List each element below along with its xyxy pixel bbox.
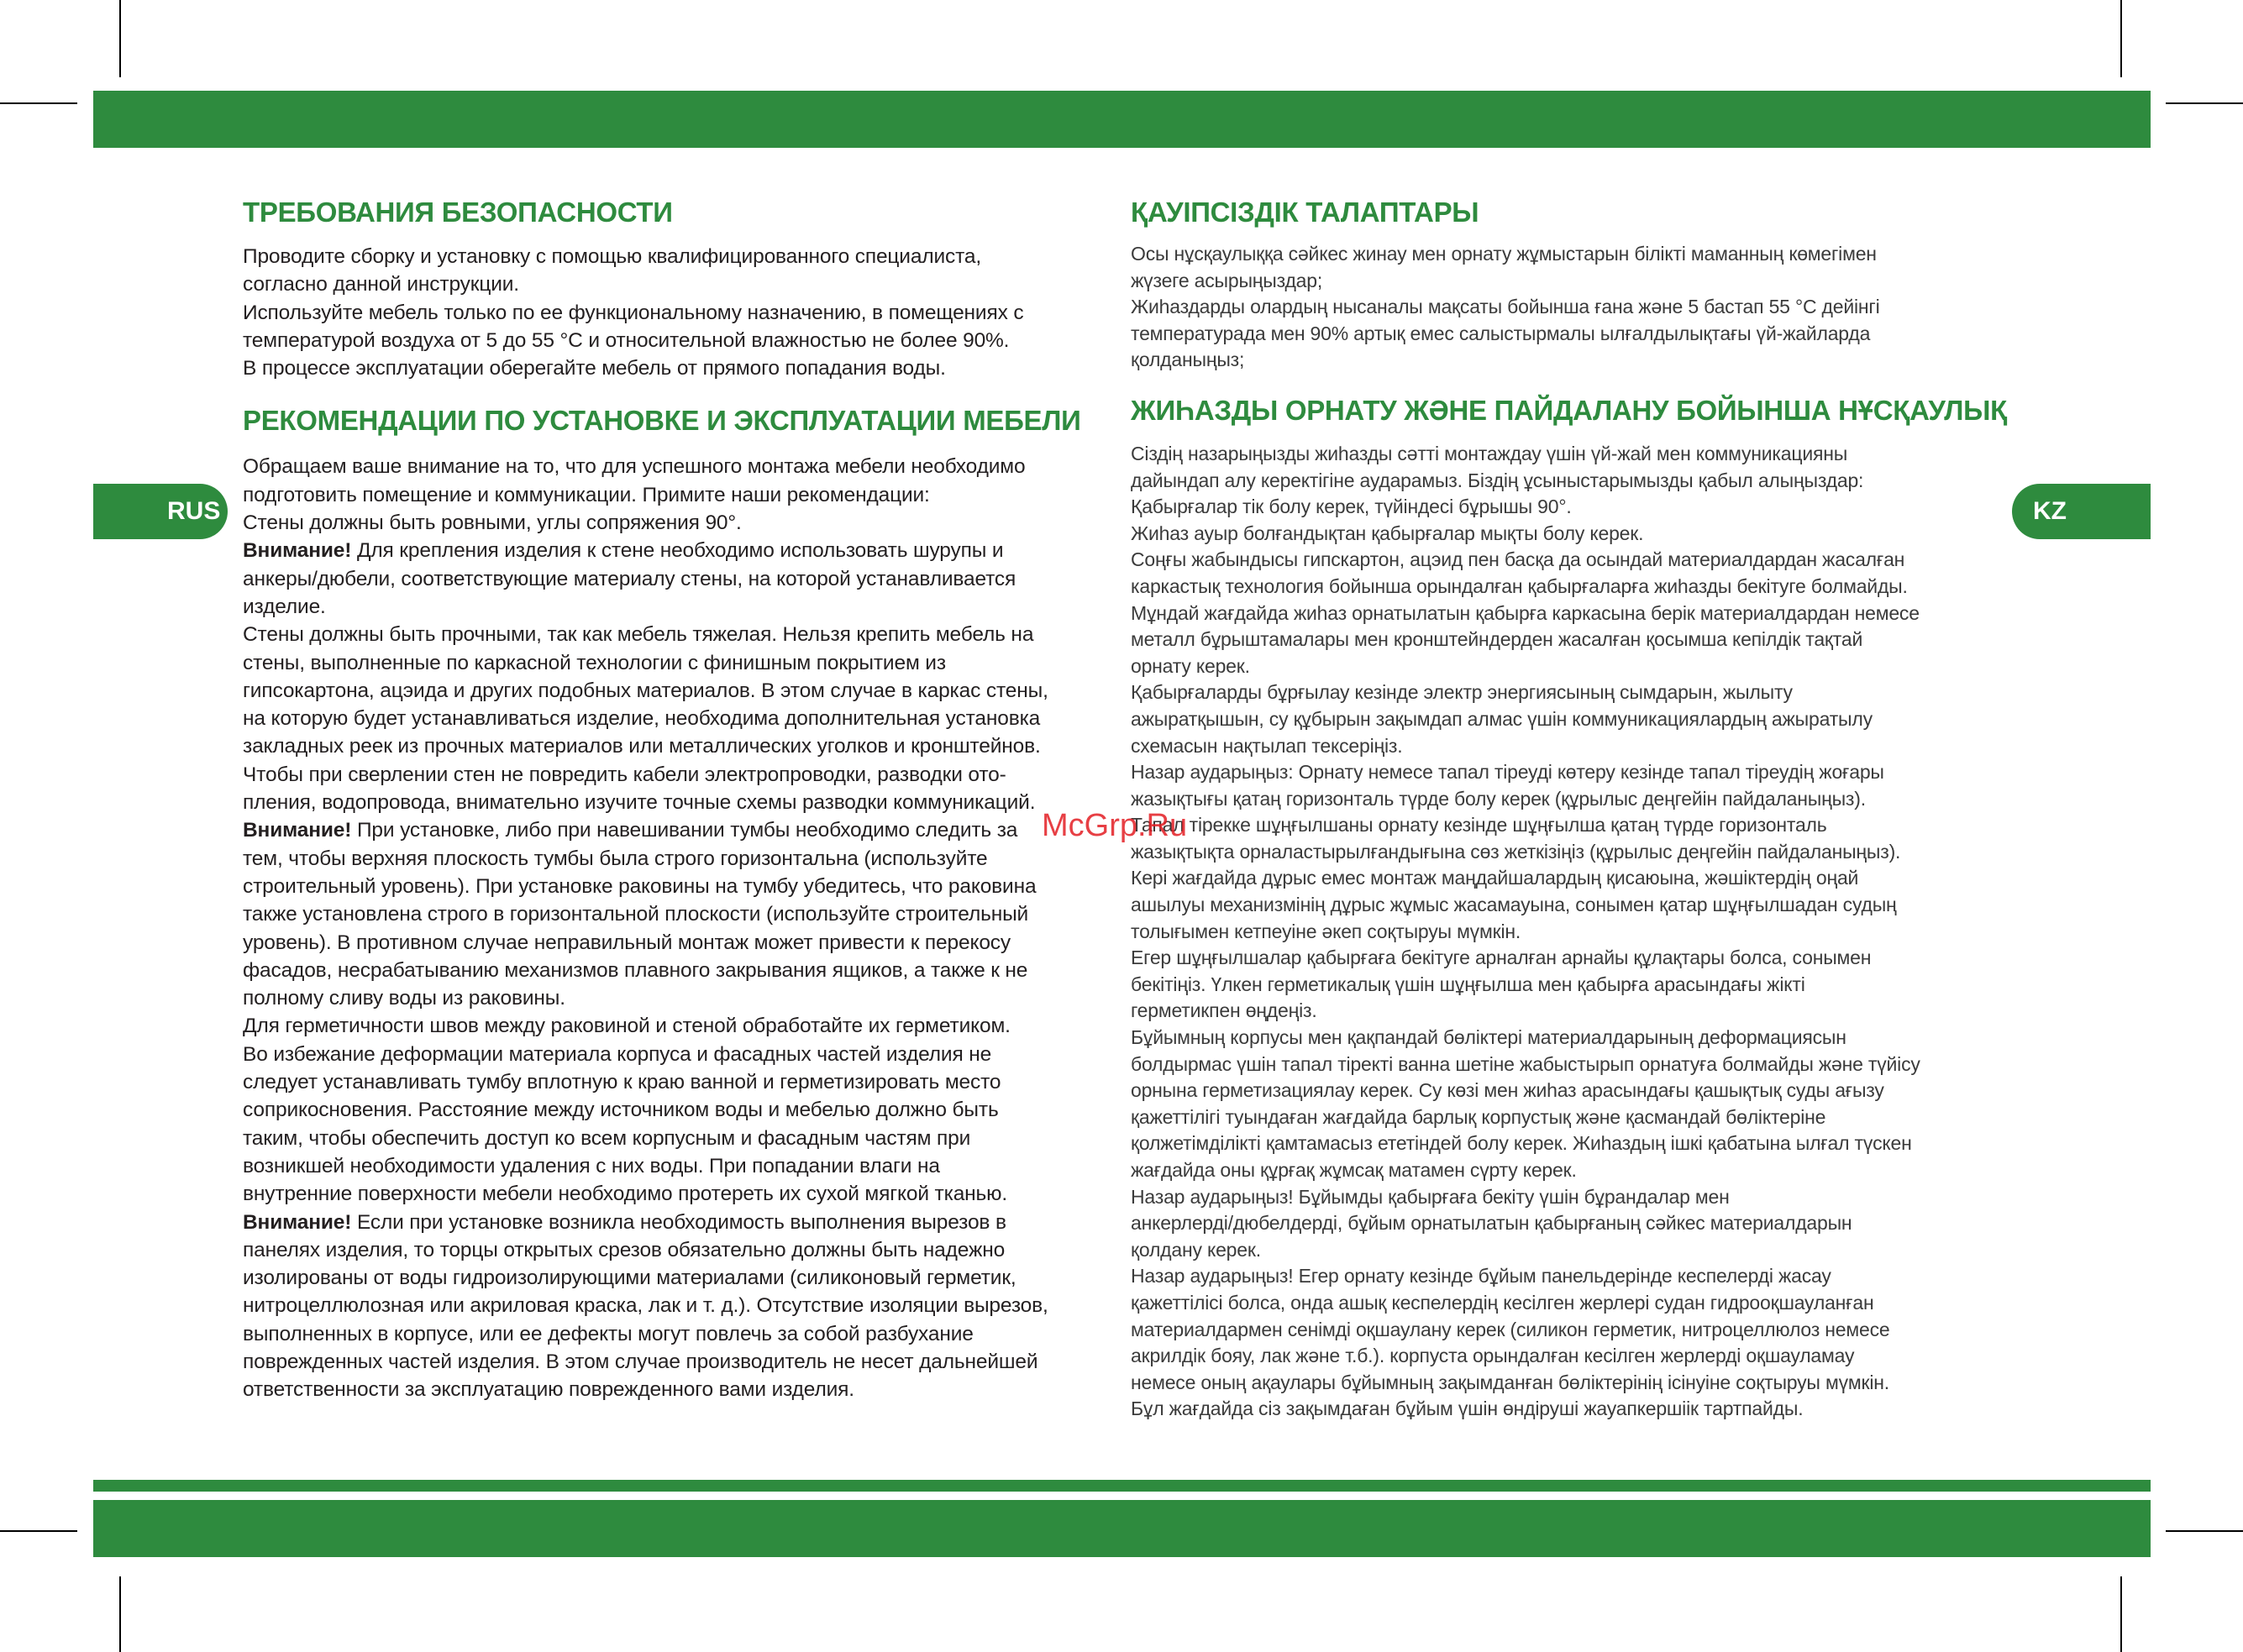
kz-line: орнату керек.	[1131, 654, 1250, 677]
ru-line: пления, водопровода, внимательно изучите точные схемы разводки коммуникаций.	[243, 791, 1036, 815]
kz-line: Жиһаз ауыр болғандықтан қабырғалар мықты болу керек.	[1131, 522, 1644, 544]
kz-line: дайындап алу керектігіне аударамыз. Біздің ұсыныстарымызды қабыл алыңыздар:	[1131, 469, 1864, 491]
top-band	[93, 91, 2151, 148]
ru-line	[243, 816, 1125, 844]
kz-line: орнына герметизациялау керек. Су көзі мен жиһаз арасындағы қашықтық суды ағызу	[1131, 1079, 1884, 1102]
ru-line: также установлена строго в горизонтальной плоскости (используйте строительный	[243, 903, 1029, 926]
crop-mark	[2166, 1530, 2243, 1532]
ru-line: нитроцеллюлозная или акриловая краска, лак и т. д.). Отсутствие изоляции вырезов,	[243, 1294, 1048, 1318]
kz-line: акрилдік бояу, лак және т.б.). корпуста орындалған кесілген жерлерді оқшауламау	[1131, 1345, 1855, 1367]
kz-line: металл бұрыштамалары мен кронштейндерден жасалған қосымша кепілдік тақтай	[1131, 628, 1863, 651]
ru-line: на которую будет устанавливаться изделие, необходима дополнительная установка	[243, 707, 1041, 731]
attention-label: Внимание!	[243, 1210, 352, 1234]
kz-line: қажеттілісі болса, онда ашық кеспелердің кесілген жерлері судан гидрооқшауланған	[1131, 1291, 1874, 1314]
ru-line: полному сливу воды из раковины.	[243, 987, 565, 1010]
attention-label: Внимание!	[243, 539, 352, 563]
ru-heading-safety: ТРЕБОВАНИЯ БЕЗОПАСНОСТИ	[243, 197, 673, 228]
language-tab-rus: RUS	[93, 484, 228, 539]
kz-line: қажеттілігі туындаған жағдайда барлық корпустық және қасмандай бөліктеріне	[1131, 1105, 1826, 1128]
crop-mark	[2120, 0, 2122, 77]
kz-line: Жиһаздарды олардың нысаналы мақсаты бойынша ғана және 5 бастап 55 °С дейінгі	[1131, 296, 1880, 318]
ru-line: анкеры/дюбели, соответствующие материалу стены, на которой устанавливается	[243, 567, 1016, 590]
watermark: McGrp.Ru	[1042, 808, 1188, 843]
ru-recommendations-text	[243, 453, 1125, 1403]
kz-line: герметикпен өңдеңіз.	[1131, 999, 1317, 1022]
kz-line: Осы нұсқаулыққа сәйкес жинау мен орнату жұмыстарын білікті маманның көмегімен	[1131, 243, 1877, 265]
kz-line: қолданыңыз;	[1131, 349, 1245, 371]
kz-line: схемасын нақтылап тексеріңіз.	[1131, 734, 1403, 757]
ru-line: таким, чтобы обеспечить доступ ко всем корпусным и фасадным частям при	[243, 1126, 971, 1150]
ru-line: стены, выполненные по каркасной технологии с финишным покрытием из	[243, 651, 946, 674]
kz-line: немесе оның ақаулары бұйымның зақымданған бөліктерінің ісінуіне соқтыруы мүмкін.	[1131, 1371, 1889, 1393]
ru-line: Стены должны быть прочными, так как мебель тяжелая. Нельзя крепить мебель на	[243, 623, 1034, 647]
kz-line: толығымен кетпеуіне әкеп соқтыруы мүмкін.	[1131, 920, 1521, 942]
ru-line: Чтобы при сверлении стен не повредить кабели электропроводки, разводки ото-	[243, 763, 1006, 786]
ru-line: соприкосновения. Расстояние между источником воды и мебелью должно быть	[243, 1099, 999, 1122]
crop-mark	[119, 0, 121, 77]
kz-line: материалдармен сенімді оқшаулану керек (силикон герметик, нитроцеллюлоз немесе	[1131, 1318, 1890, 1340]
kz-line: Назар аударыңыз: Орнату немесе тапал тіреуді көтеру кезінде тапал тіреудің жоғары	[1131, 761, 1884, 784]
kz-line: Мұндай жағдайда жиһаз орнатылатын қабырға каркасына берік материалдардан немесе	[1131, 601, 1920, 624]
kz-line: қолдану керек.	[1131, 1238, 1261, 1261]
kz-heading-safety: ҚАУІПСІЗДІК ТАЛАПТАРЫ	[1131, 197, 1479, 228]
language-tab-kz: KZ	[2012, 484, 2151, 539]
ru-heading-recommendations: РЕКОМЕНДАЦИИ ПО УСТАНОВКЕ И ЭКСПЛУАТАЦИИ МЕБЕЛИ	[243, 405, 1081, 437]
ru-line: температурой воздуха от 5 до 55 °С и относительной влажностью не более 90%.	[243, 328, 1010, 352]
kz-line: Қабырғалар тік болу керек, түйіндесі бұрышы 90°.	[1131, 496, 1572, 518]
ru-line-rest: Если при установке возникла необходимость выполнения вырезов в	[351, 1210, 1006, 1234]
kz-line: Тапал тірекке шұңғылшаны орнату кезінде шұңғылша қатаң түрде горизонталь	[1131, 814, 1827, 836]
crop-mark	[0, 1530, 77, 1532]
kz-line: Қабырғаларды бұрғылау кезінде электр энергиясының сымдарын, жылыту	[1131, 681, 1793, 704]
russian-column	[243, 192, 1125, 1404]
kz-safety-text	[1131, 241, 2021, 374]
kz-line: Егер шұңғылшалар қабырғаға бекітуге арналған арнайы құлақтары болса, сонымен	[1131, 947, 1872, 969]
ru-line: строительный уровень). При установке раковины на тумбу убедитесь, что раковина	[243, 874, 1037, 898]
crop-mark	[119, 1576, 121, 1652]
ru-line: Во избежание деформации материала корпуса и фасадных частей изделия не	[243, 1042, 992, 1066]
ru-line: выполненных в корпусе, или ее дефекты могут повлечь за собой разбухание	[243, 1322, 974, 1345]
ru-line: Для герметичности швов между раковиной и стеной обработайте их герметиком.	[243, 1015, 1011, 1038]
ru-line: следует устанавливать тумбу вплотную к краю ванной и герметизировать место	[243, 1071, 1001, 1094]
crop-mark	[2120, 1576, 2122, 1652]
ru-line: закладных реек из прочных материалов или металлических уголков и кронштейнов.	[243, 735, 1041, 758]
kz-line: қолжетімділікті қамтамасыз ететіндей болу керек. Жиһаздың ішкі қабатына ылғал түскен	[1131, 1132, 1912, 1155]
ru-line-rest: Для крепления изделия к стене необходимо использовать шурупы и	[351, 539, 1004, 563]
kz-line: жазықтығы қатаң горизонталь түрде болу керек (құрылыс деңгейін пайдаланыңыз).	[1131, 787, 1866, 810]
kz-line: жазықтықта орналастырылғандығына сөз жеткізіңіз (құрылыс деңгейін пайдаланыңыз).	[1131, 840, 1901, 863]
kazakh-column	[1131, 192, 2021, 1423]
ru-line: Обращаем ваше внимание на то, что для успешного монтажа мебели необходимо	[243, 455, 1026, 479]
kz-line: температурада мен 90% артық емес салыстырмалы ылғалдылықтағы үй-жайларда	[1131, 322, 1871, 344]
kz-line: Бұл жағдайда сіз зақымдаған бұйым үшін өндіруші жауапкершіік тартпайды.	[1131, 1398, 1804, 1420]
kz-line: ажыратқышын, су құбырын зақымдап алмас үшін коммуникациялардың ажыратылу	[1131, 707, 1873, 730]
ru-safety-text	[243, 243, 1125, 382]
bottom-band	[93, 1500, 2151, 1557]
ru-line: тем, чтобы верхняя плоскость тумбы была строго горизонтальна (используйте	[243, 847, 988, 870]
ru-line: поврежденных частей изделия. В этом случае производитель не несет дальнейшей	[243, 1350, 1038, 1373]
ru-line: Стены должны быть ровными, углы сопряжения 90°.	[243, 511, 742, 535]
ru-line: ответственности за эксплуатацию поврежденного вами изделия.	[243, 1378, 854, 1402]
kz-line: Сіздің назарыңызды жиһазды сәтті монтаждау үшін үй-жай мен коммуникацияны	[1131, 442, 1848, 464]
kz-line: Бұйымның корпусы мен қақпандай бөліктері материалдарының деформациясын	[1131, 1026, 1846, 1049]
kz-line: Назар аударыңыз! Бұйымды қабырғаға бекіту үшін бұрандалар мен	[1131, 1185, 1730, 1208]
kz-line: Назар аударыңыз! Егер орнату кезінде бұйым панельдерінде кеспелерді жасау	[1131, 1265, 1831, 1288]
ru-line: гипсокартона, ацэида и других подобных материалов. В этом случае в каркас стены,	[243, 679, 1048, 702]
kz-line: ашылуы механизмінің дұрыс жұмыс жасамауына, сонымен қатар шұңғылшадан судың	[1131, 894, 1897, 916]
ru-line: панелях изделия, то торцы открытых срезов обязательно должны быть надежно	[243, 1238, 1006, 1261]
ru-line: изолированы от воды гидроизолирующими материалами (силиконовый герметик,	[243, 1267, 1016, 1290]
ru-line: согласно данной инструкции.	[243, 273, 519, 296]
ru-line: возникшей необходимости удаления с них воды. При попадании влаги на	[243, 1154, 940, 1177]
attention-label: Внимание!	[243, 819, 352, 842]
crop-mark	[2166, 102, 2243, 104]
ru-line: внутренние поверхности мебели необходимо протереть их сухой мягкой тканью.	[243, 1183, 1008, 1206]
kz-line: Соңғы жабындысы гипскартон, ацэид пен басқа да осындай материалдардан жасалған	[1131, 548, 1905, 571]
ru-line	[243, 537, 1125, 564]
kz-heading-instructions: ЖИҺАЗДЫ ОРНАТУ ЖӘНЕ ПАЙДАЛАНУ БОЙЫНША НҰСҚАУЛЫҚ	[1131, 394, 2008, 426]
kz-line: каркастық технология бойынша орындалған қабырғаларға жиһазды бекітуге болмайды.	[1131, 574, 1908, 597]
kz-line: жағдайда оны құрғақ жұмсақ матамен сүрту керек.	[1131, 1159, 1577, 1181]
ru-line: В процессе эксплуатации оберегайте мебель от прямого попадания воды.	[243, 357, 946, 380]
kz-line: анкерлерді/дюбелдерді, бұйым орнатылатын қабырғаның сәйкес материалдарын	[1131, 1212, 1852, 1235]
kz-line: Кері жағдайда дұрыс емес монтаж маңдайшалардың қисаюына, жәшіктердің оңай	[1131, 867, 1859, 889]
ru-line: уровень). В противном случае неправильный монтаж может привести к перекосу	[243, 931, 1011, 954]
ru-line	[243, 1209, 1125, 1236]
bottom-rule	[93, 1480, 2151, 1492]
kz-instructions-text	[1131, 441, 2021, 1423]
kz-line: бекітіңіз. Үлкен герметикалық үшін шұңғылша мен қабырға арасындағы жікті	[1131, 973, 1805, 995]
ru-line: Проводите сборку и установку с помощью квалифицированного специалиста,	[243, 245, 982, 268]
ru-line: Используйте мебель только по ее функциональному назначению, в помещениях с	[243, 301, 1024, 324]
kz-line: болдырмас үшін тапал тіректі ванна шетіне жабыстырып орнатуға болмайды және түйісу	[1131, 1052, 1920, 1075]
ru-line: изделие.	[243, 595, 326, 618]
ru-line: фасадов, несрабатыванию механизмов плавного закрывания ящиков, а также к не	[243, 958, 1028, 982]
crop-mark	[0, 102, 77, 104]
ru-line-rest: При установке, либо при навешивании тумбы необходимо следить за	[351, 819, 1018, 842]
kz-line: жүзеге асырыңыздар;	[1131, 269, 1323, 291]
ru-line: подготовить помещение и коммуникации. Примите наши рекомендации:	[243, 483, 930, 506]
